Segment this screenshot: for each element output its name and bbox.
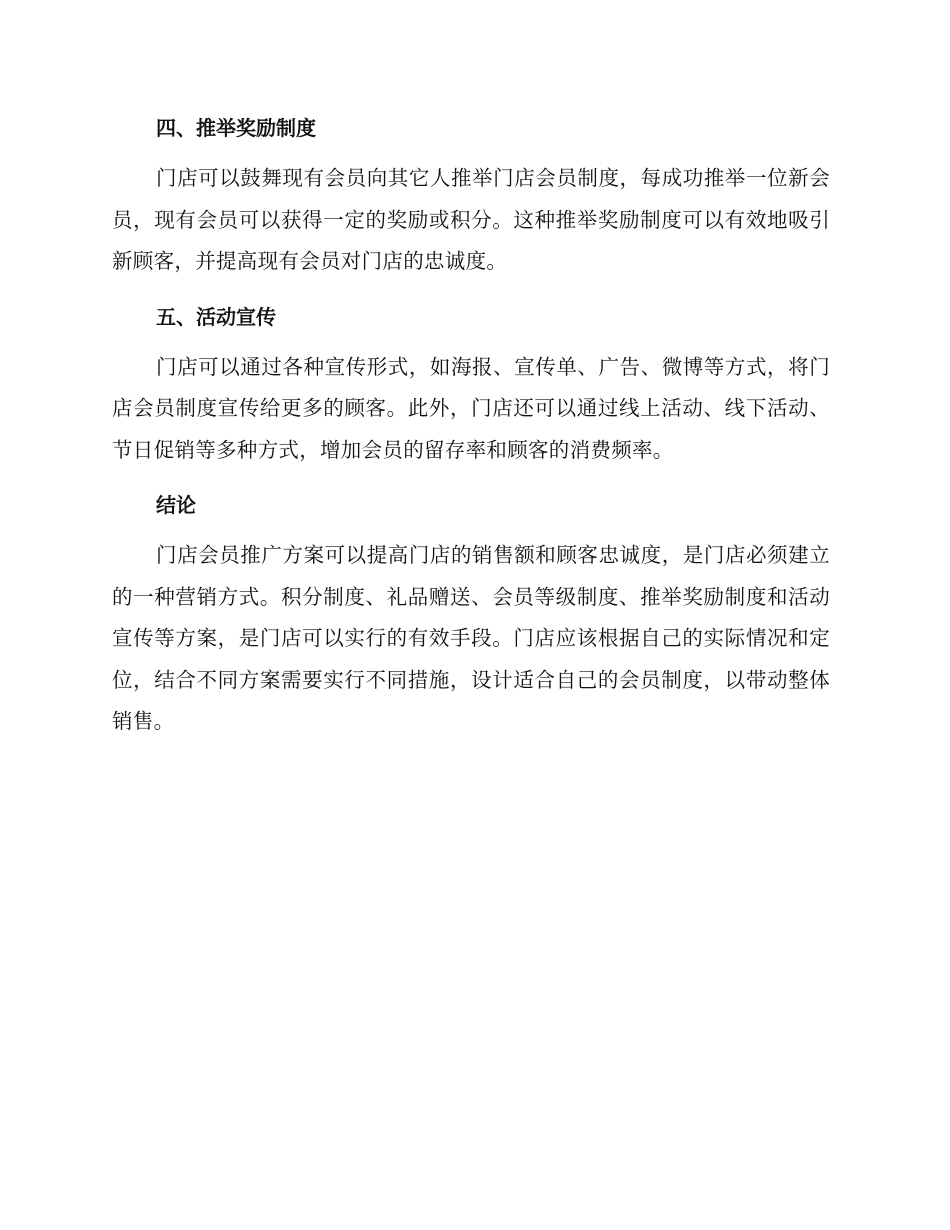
- section-promotion: [112, 297, 830, 472]
- section-heading: 四、推举奖励制度: [156, 116, 316, 140]
- section-paragraph: 门店可以通过各种宣传形式，如海报、宣传单、广告、微博等方式，将门店会员制度宣传给更多的顾客。此外，门店还可以通过线上活动、线下活动、节日促销等多种方式，增加会员的留存率和顾客的消费频率。: [112, 354, 830, 462]
- section-referral-rewards: [112, 108, 830, 283]
- section-heading: 结论: [156, 493, 196, 517]
- section-heading: 五、活动宣传: [156, 304, 276, 329]
- section-paragraph: 门店可以鼓舞现有会员向其它人推举门店会员制度，每成功推举一位新会员，现有会员可以获得一定的奖励或积分。这种推举奖励制度可以有效地吸引新顾客，并提高现有会员对门店的忠诚度。: [112, 166, 830, 273]
- section-conclusion: [112, 485, 830, 743]
- section-paragraph: 门店会员推广方案可以提高门店的销售额和顾客忠诚度，是门店必须建立的一种营销方式。积分制度、礼品赠送、会员等级制度、推举奖励制度和活动宣传等方案，是门店可以实行的有效手段。门店应该根据自己的实际情况和定位，结合不同方案需要实行不同措施，设计适合自己的会员制度，以带动整体销售。: [112, 543, 830, 733]
- document-page: [112, 108, 830, 757]
